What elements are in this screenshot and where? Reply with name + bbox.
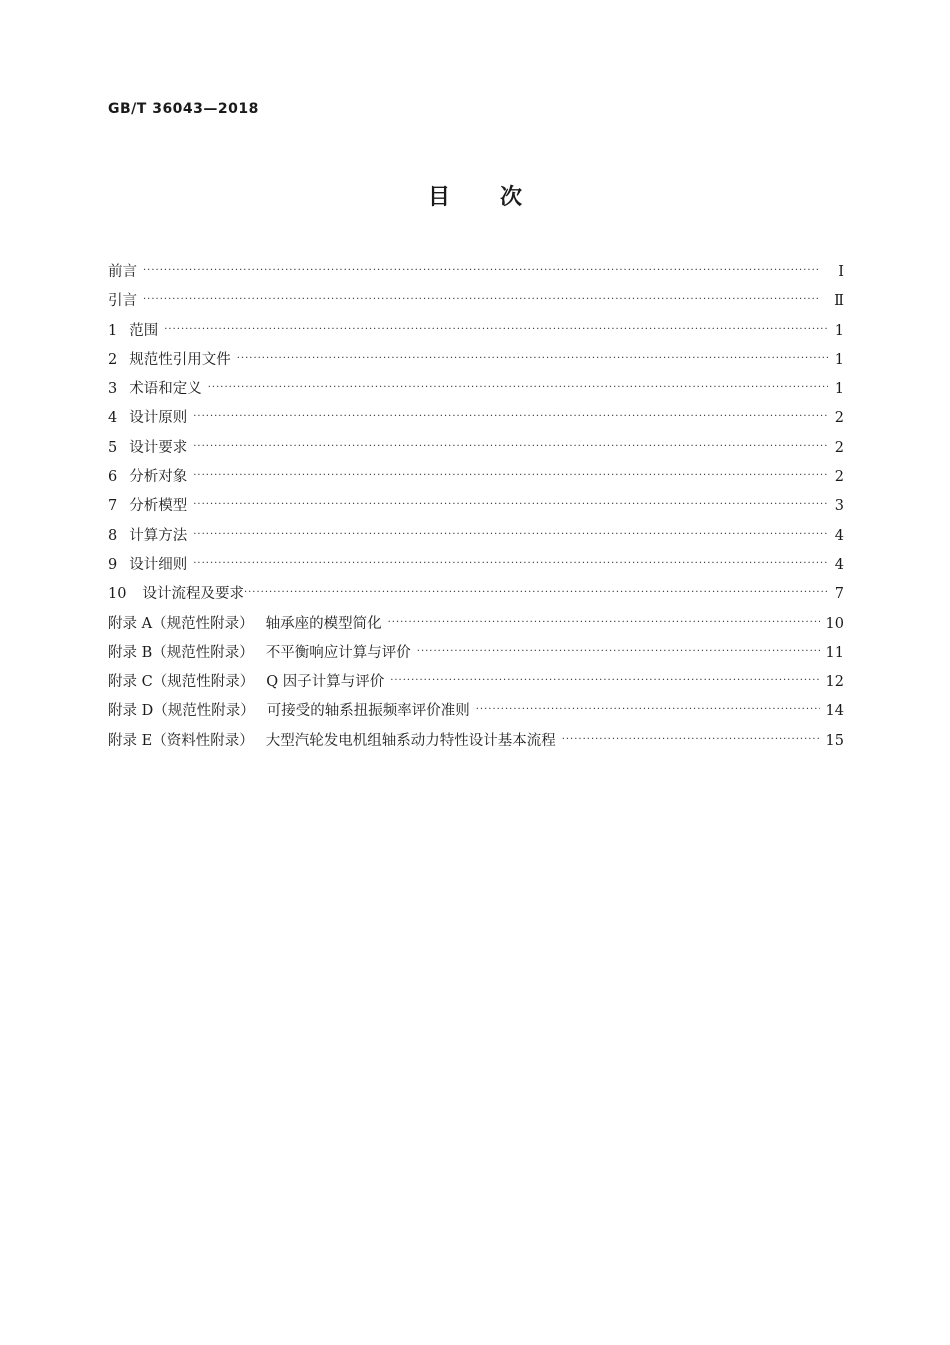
toc-number: 3 [108, 381, 118, 398]
toc-entry-9[interactable] [108, 551, 844, 580]
toc-number: 1 [108, 322, 118, 339]
leader-dots [237, 344, 828, 373]
toc-entry-annex-a[interactable] [108, 610, 844, 639]
page-title: 目次 [427, 185, 572, 210]
toc-number: 附录 C（规范性附录） [108, 674, 255, 691]
toc-number: 10 [108, 586, 127, 603]
toc-entry-5[interactable] [108, 434, 844, 463]
leader-dots [244, 578, 828, 607]
toc-page-number: 15 [825, 732, 844, 749]
toc-label: Q 因子计算与评价 [266, 674, 385, 691]
leader-dots [193, 549, 828, 578]
leader-dots [193, 490, 828, 519]
toc-entry-annex-e[interactable] [108, 727, 844, 756]
toc-page-number: 3 [834, 498, 844, 515]
toc-number: 2 [108, 351, 118, 368]
toc-entry-3[interactable] [108, 375, 844, 404]
toc-entry-annex-b[interactable] [108, 639, 844, 668]
leader-dots [417, 637, 820, 666]
toc-page-number: 11 [825, 644, 844, 661]
toc-page-number: 7 [834, 586, 844, 603]
leader-dots [193, 520, 828, 549]
toc-page-number: 1 [834, 351, 844, 368]
leader-dots [476, 695, 820, 724]
toc-label: 引言 [108, 293, 137, 310]
toc-label: 前言 [108, 264, 137, 280]
toc-page-number: 12 [825, 674, 844, 691]
toc-number: 6 [108, 469, 118, 486]
toc-label: 计算方法 [129, 527, 188, 544]
toc-page-number: 2 [834, 469, 844, 486]
toc-number: 附录 B（规范性附录） [108, 644, 254, 661]
standard-code: GB/T 36043—2018 [108, 101, 259, 117]
toc-number: 7 [108, 498, 118, 515]
toc-entry-6[interactable] [108, 463, 844, 492]
leader-dots [143, 256, 828, 285]
toc-label: 范围 [129, 322, 159, 339]
leader-dots [193, 461, 828, 490]
toc-label: 可接受的轴系扭振频率评价准则 [266, 703, 470, 720]
leader-dots [143, 285, 828, 314]
toc-page-number: 2 [834, 410, 844, 427]
toc-number: 附录 D（规范性附录） [108, 703, 255, 720]
toc-page-number: Ⅱ [834, 293, 844, 310]
toc-label: 设计流程及要求 [142, 586, 244, 603]
toc-entry-8[interactable] [108, 522, 844, 551]
toc-label: 设计原则 [129, 410, 188, 427]
toc-label: 分析对象 [129, 469, 188, 486]
toc-entry-2[interactable] [108, 346, 844, 375]
toc-number: 5 [108, 439, 118, 456]
toc-label: 规范性引用文件 [129, 351, 231, 368]
toc-page-number: 1 [834, 381, 844, 398]
toc-entry-annex-c[interactable] [108, 668, 844, 697]
toc-number: 附录 A（规范性附录） [108, 615, 254, 632]
leader-dots [562, 725, 820, 754]
toc-number: 9 [108, 556, 118, 573]
leader-dots [208, 373, 828, 402]
toc-page-number: 10 [825, 615, 844, 632]
toc-number: 8 [108, 527, 118, 544]
toc-label: 不平衡响应计算与评价 [265, 644, 411, 661]
toc-label: 设计要求 [129, 439, 188, 456]
table-of-contents [108, 258, 844, 756]
toc-label: 轴承座的模型简化 [265, 615, 382, 632]
toc-page-number: Ⅰ [838, 264, 844, 280]
toc-entry-annex-d[interactable] [108, 697, 844, 726]
toc-entry-4[interactable] [108, 404, 844, 433]
toc-label: 分析模型 [129, 498, 188, 515]
toc-number: 4 [108, 410, 118, 427]
leader-dots [388, 608, 820, 637]
toc-label: 术语和定义 [129, 381, 202, 398]
toc-label: 大型汽轮发电机组轴系动力特性设计基本流程 [265, 732, 556, 749]
toc-entry-10[interactable] [108, 580, 844, 609]
toc-page-number: 2 [834, 439, 844, 456]
toc-page-number: 1 [834, 322, 844, 339]
toc-entry-introduction[interactable] [108, 287, 844, 316]
leader-dots [164, 315, 828, 344]
leader-dots [193, 402, 828, 431]
leader-dots [390, 666, 819, 695]
toc-entry-foreword[interactable] [108, 258, 844, 287]
leader-dots [193, 432, 828, 461]
toc-page-number: 4 [834, 556, 844, 573]
toc-entry-1[interactable] [108, 317, 844, 346]
toc-page-number: 4 [834, 527, 844, 544]
toc-page-number: 14 [825, 703, 844, 720]
toc-entry-7[interactable] [108, 492, 844, 521]
toc-label: 设计细则 [129, 556, 188, 573]
toc-number: 附录 E（资料性附录） [108, 732, 254, 749]
